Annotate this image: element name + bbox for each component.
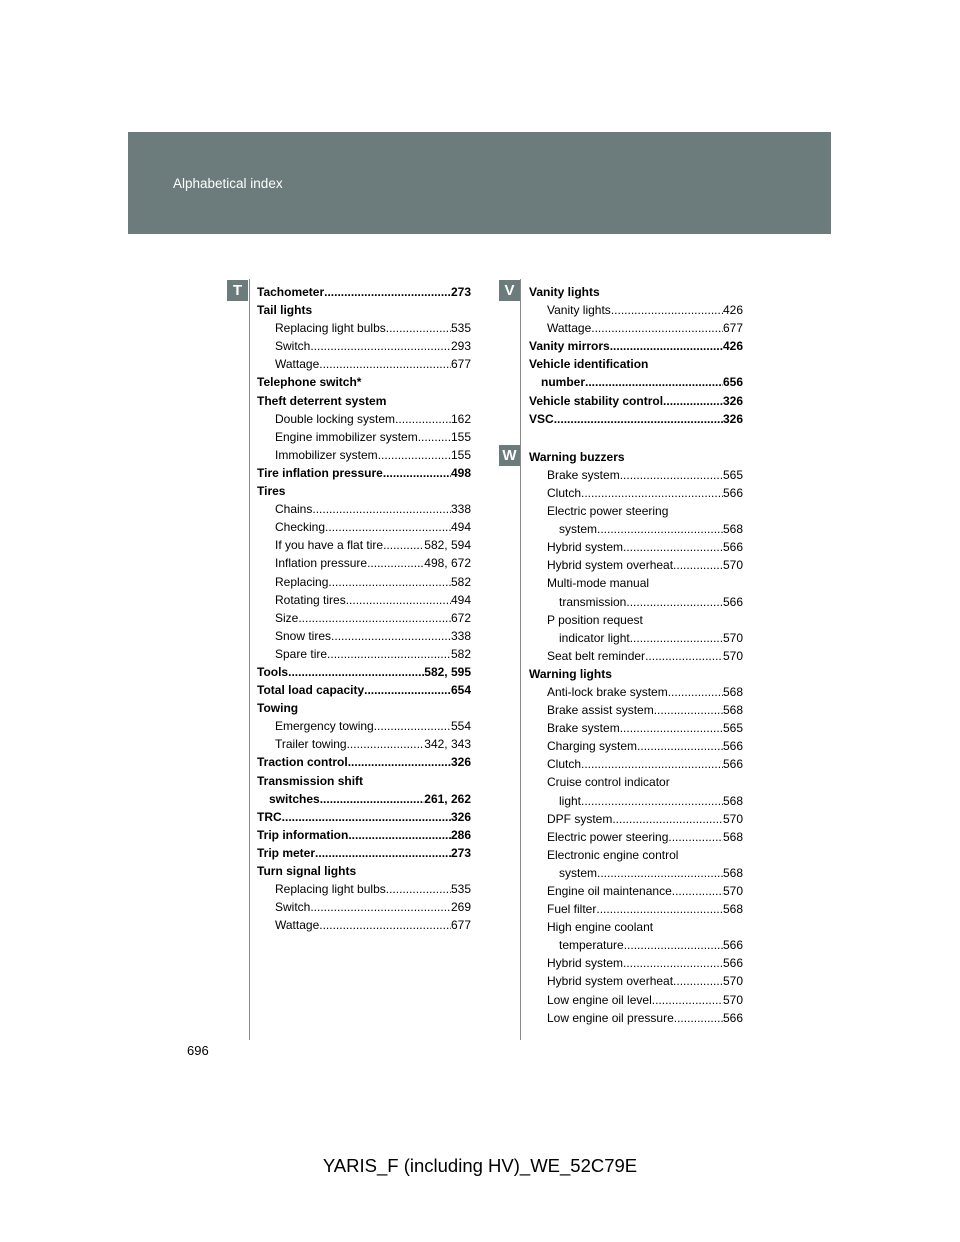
index-subentry-cont: system ..... 568 [529, 864, 743, 882]
index-entry-telephone-switch: Telephone switch* [257, 375, 362, 390]
document-footer: YARIS_F (including HV)_WE_52C79E [322, 1155, 638, 1176]
index-entry-trc: TRC ..... 326 [257, 808, 471, 826]
index-subentry: Anti-lock brake system ..... 568 [529, 683, 743, 701]
index-subentry-cont: indicator light ..... 570 [529, 629, 743, 647]
index-entry-vehicle-identification: Vehicle identification [529, 357, 649, 372]
index-subentry: If you have a flat tire ..... 582, 594 [257, 536, 471, 554]
index-entry-vehicle-identification-cont: number ..... 656 [529, 373, 743, 391]
index-subentry: Inflation pressure ..... 498, 672 [257, 554, 471, 572]
index-subentry: Clutch ..... 566 [529, 484, 743, 502]
index-subentry: Hybrid system overheat ..... 570 [529, 556, 743, 574]
index-entry-vehicle-stability: Vehicle stability control ..... 326 [529, 392, 743, 410]
index-subentry: Engine oil maintenance ..... 570 [529, 882, 743, 900]
index-subentry: Rotating tires ..... 494 [257, 591, 471, 609]
section-gap [529, 428, 743, 448]
index-subentry: Replacing light bulbs ..... 535 [257, 319, 471, 337]
index-entry-traction-control: Traction control ..... 326 [257, 753, 471, 771]
letter-tab-t: T [227, 280, 248, 301]
index-entry-tachometer: Tachometer ..... 273 [257, 283, 471, 301]
index-subentry: DPF system ..... 570 [529, 810, 743, 828]
index-subentry: Brake system ..... 565 [529, 466, 743, 484]
index-subentry-cont: temperature ..... 566 [529, 936, 743, 954]
index-column-t [257, 283, 471, 934]
index-subentry: Switch ..... 293 [257, 337, 471, 355]
index-subentry: Immobilizer system ..... 155 [257, 446, 471, 464]
index-subentry: Chains ..... 338 [257, 500, 471, 518]
index-subentry-cont: system ..... 568 [529, 520, 743, 538]
index-subentry: Engine immobilizer system ..... 155 [257, 428, 471, 446]
index-entry-transmission-shift: Transmission shift [257, 773, 364, 788]
index-subentry: Wattage ..... 677 [257, 916, 471, 934]
index-subentry-cont: transmission ..... 566 [529, 593, 743, 611]
index-subentry: Snow tires ..... 338 [257, 627, 471, 645]
index-entry-tire-inflation: Tire inflation pressure ..... 498 [257, 464, 471, 482]
letter-tab-v: V [499, 280, 520, 301]
index-subentry: Electric power steering ..... 568 [529, 828, 743, 846]
index-subentry: Brake assist system ..... 568 [529, 701, 743, 719]
index-entry-tires: Tires [257, 484, 286, 499]
page-header [128, 132, 831, 234]
index-entry-tail-lights: Tail lights [257, 303, 313, 318]
index-subentry: Seat belt reminder ..... 570 [529, 647, 743, 665]
left-column-rule [249, 279, 250, 1040]
index-entry-warning-lights: Warning lights [529, 666, 612, 681]
index-subentry: Wattage ..... 677 [529, 319, 743, 337]
index-subentry: Hybrid system ..... 566 [529, 954, 743, 972]
index-subentry: Low engine oil pressure ..... 566 [529, 1009, 743, 1027]
index-entry-vanity-mirrors: Vanity mirrors ..... 426 [529, 337, 743, 355]
index-entry-vanity-lights: Vanity lights [529, 285, 600, 299]
index-subentry: Hybrid system ..... 566 [529, 538, 743, 556]
index-entry-trip-information: Trip information ..... 286 [257, 826, 471, 844]
index-subentry: Vanity lights ..... 426 [529, 301, 743, 319]
index-subentry: Checking ..... 494 [257, 518, 471, 536]
index-subentry: Switch ..... 269 [257, 898, 471, 916]
index-subentry: Electric power steering [547, 504, 669, 519]
index-subentry: Spare tire ..... 582 [257, 645, 471, 663]
right-column-rule [520, 279, 521, 1040]
index-subentry: Charging system ..... 566 [529, 737, 743, 755]
index-subentry: Brake system ..... 565 [529, 719, 743, 737]
index-entry-transmission-shift-cont: switches ..... 261, 262 [257, 790, 471, 808]
index-subentry: Clutch ..... 566 [529, 755, 743, 773]
index-subentry: Replacing light bulbs ..... 535 [257, 880, 471, 898]
index-subentry-cont: light ..... 568 [529, 792, 743, 810]
page-number: 696 [187, 1043, 209, 1058]
index-entry-vsc: VSC ..... 326 [529, 410, 743, 428]
index-entry-theft-deterrent: Theft deterrent system [257, 393, 387, 408]
index-subentry: Fuel filter ..... 568 [529, 900, 743, 918]
index-subentry: Trailer towing ..... 342, 343 [257, 735, 471, 753]
index-subentry: Cruise control indicator [547, 775, 670, 790]
index-column-v-w [529, 283, 743, 1027]
index-subentry: Wattage ..... 677 [257, 355, 471, 373]
index-entry-total-load: Total load capacity ..... 654 [257, 681, 471, 699]
index-subentry: Low engine oil level ..... 570 [529, 991, 743, 1009]
index-subentry: Multi-mode manual [547, 576, 650, 591]
index-subentry: Emergency towing ..... 554 [257, 717, 471, 735]
index-subentry: Hybrid system overheat ..... 570 [529, 972, 743, 990]
index-subentry: High engine coolant [547, 920, 654, 935]
index-subentry: P position request [547, 612, 643, 627]
header-title: Alphabetical index [173, 176, 283, 191]
letter-tab-w: W [499, 445, 520, 466]
index-entry-tools: Tools ..... 582, 595 [257, 663, 471, 681]
index-subentry: Replacing ..... 582 [257, 573, 471, 591]
index-entry-trip-meter: Trip meter ..... 273 [257, 844, 471, 862]
index-subentry: Electronic engine control [547, 847, 679, 862]
index-entry-warning-buzzers: Warning buzzers [529, 449, 625, 464]
index-entry-towing: Towing [257, 701, 299, 716]
index-subentry: Double locking system ..... 162 [257, 410, 471, 428]
index-subentry: Size ..... 672 [257, 609, 471, 627]
index-entry-turn-signal: Turn signal lights [257, 864, 357, 878]
